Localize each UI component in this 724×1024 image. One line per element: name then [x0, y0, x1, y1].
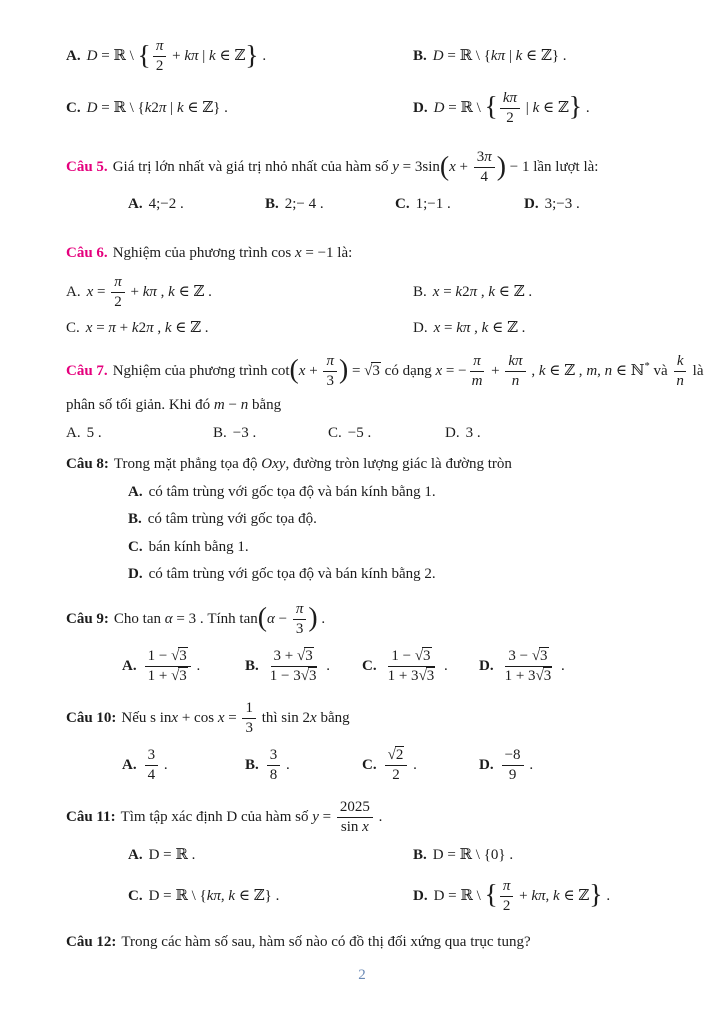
option-letter: B.: [265, 195, 279, 212]
option-value: 4;−2 .: [148, 195, 184, 212]
prev-option-c: [66, 99, 413, 119]
question-10: [66, 700, 666, 785]
option-text: có tâm trùng với gốc tọa độ.: [147, 511, 317, 527]
option-letter: A.: [66, 283, 81, 300]
option-letter: A.: [122, 757, 137, 774]
option-letter: A.: [128, 847, 143, 863]
question-8: [66, 455, 666, 585]
option-formula: x = kπ , k ∈ ℤ .: [433, 320, 526, 336]
option-letter: B.: [413, 48, 427, 64]
option-a: [128, 846, 413, 866]
option-c: [128, 887, 413, 907]
question-6-options-row1: [66, 274, 666, 312]
option-letter: D.: [413, 320, 428, 336]
question-text: Trong mặt phẳng tọa độ Oxy, đường tròn lượng giác là đường tròn: [113, 456, 512, 472]
question-label: Câu 7.: [66, 362, 108, 379]
option-value: −3 .: [232, 424, 257, 441]
option-letter: C.: [362, 757, 377, 774]
option-a: [128, 483, 666, 503]
option-formula: x = k2π , k ∈ ℤ .: [432, 283, 533, 300]
option-b: [245, 747, 362, 785]
option-letter: D.: [479, 658, 494, 675]
question-9-options: [122, 648, 666, 686]
option-value: −5 .: [347, 424, 372, 441]
option-letter: D.: [128, 566, 143, 582]
option-d: [479, 648, 666, 686]
option-letter: C.: [66, 99, 81, 116]
option-c: [328, 424, 445, 444]
option-formula: D = ℝ \ {kπ | k ∈ ℤ} .: [432, 48, 567, 64]
option-letter: B.: [413, 847, 427, 863]
option-formula: $\frac{3}{8}$ .: [265, 757, 290, 773]
option-c: [128, 538, 666, 558]
option-value: 3;−3 .: [544, 195, 580, 212]
question-12-stem: [66, 933, 666, 953]
option-formula: $\frac{3}{4}$ .: [143, 757, 168, 773]
option-formula: $\frac{3 + √3}{1 - 3√3}$ .: [269, 648, 330, 685]
question-7-options: [66, 424, 666, 444]
option-d: [413, 319, 666, 339]
option-formula: x = π + k2π , k ∈ ℤ .: [85, 320, 209, 336]
question-6: [66, 244, 666, 339]
question-text: Nếu s inx + cos x = $\frac{1}{3}$ thì sin 2x bằng: [121, 699, 350, 736]
question-label: Câu 12:: [66, 934, 117, 950]
option-letter: B.: [128, 511, 142, 527]
option-b: [413, 846, 666, 866]
question-8-stem: [66, 455, 666, 475]
previous-question-options: [66, 38, 666, 127]
question-9-stem: [66, 601, 666, 639]
question-7-stem-line1: [66, 352, 704, 391]
option-text: có tâm trùng với gốc tọa độ và bán kính bằng 2.: [148, 566, 436, 582]
question-9: [66, 601, 666, 686]
question-6-options-row2: [66, 319, 666, 339]
option-value: 5 .: [86, 424, 102, 441]
question-label: Câu 5.: [66, 159, 108, 176]
option-c: [66, 319, 413, 339]
question-5: [66, 149, 666, 214]
question-label: Câu 10:: [66, 709, 117, 726]
option-letter: A.: [128, 483, 143, 500]
option-value: 2;− 4 .: [284, 195, 324, 212]
option-formula: D = ℝ \ { $\frac{k\pi}{2}$ | k ∈ ℤ} .: [433, 89, 590, 126]
option-b: [265, 195, 395, 215]
question-text-continued: phân số tối giản. Khi đó m − n bằng: [66, 397, 282, 413]
option-letter: B.: [413, 283, 427, 300]
option-b: [128, 510, 666, 530]
option-letter: C.: [328, 424, 342, 441]
option-formula: $\frac{3 - √3}{1 + 3√3}$ .: [504, 648, 565, 685]
option-formula: D = ℝ \ { $\frac{\pi}{2}$ + kπ | k ∈ ℤ} .: [86, 38, 267, 75]
option-b: [413, 283, 666, 303]
option-d: [445, 424, 666, 444]
option-letter: C.: [128, 538, 143, 555]
question-label: Câu 8:: [66, 456, 109, 472]
option-c: [362, 747, 479, 785]
question-text: Cho tan α = 3 . Tính tan(α − $\frac{\pi}{3}$ ) .: [113, 600, 326, 637]
option-d: [479, 747, 666, 785]
question-7-stem-line2: [66, 396, 666, 416]
prev-option-a: [66, 38, 413, 76]
option-value: 1;−1 .: [415, 195, 451, 212]
question-5-stem: [66, 149, 666, 187]
question-label: Câu 9:: [66, 610, 109, 627]
option-formula: $\frac{1 - √3}{1 + √3}$ .: [143, 658, 201, 674]
option-formula: $\frac{-8}{9}$ .: [500, 757, 533, 773]
option-value: 3 .: [465, 424, 481, 441]
option-formula: D = ℝ \ {kπ, k ∈ ℤ} .: [148, 887, 280, 904]
option-a: [66, 424, 213, 444]
question-10-options: [122, 747, 666, 785]
option-letter: A.: [66, 48, 81, 65]
option-d: [524, 195, 666, 215]
option-d: [413, 878, 666, 916]
option-letter: C.: [128, 887, 143, 904]
question-text: Tìm tập xác định D của hàm số y = $\frac{2025}{\text{sin x}}$ .: [120, 798, 383, 835]
option-letter: A.: [128, 195, 143, 212]
question-8-options: [128, 483, 666, 585]
question-11-options: [128, 846, 666, 915]
option-formula: x = $\frac{\pi}{2}$ + kπ , k ∈ ℤ .: [86, 273, 212, 310]
option-letter: D.: [413, 99, 428, 116]
option-letter: C.: [395, 195, 410, 212]
option-a: [128, 195, 265, 215]
option-a: [122, 747, 245, 785]
option-c: [362, 648, 479, 686]
option-letter: B.: [245, 658, 259, 675]
option-a: [122, 648, 245, 686]
option-formula: D = ℝ \ {0} .: [432, 847, 514, 863]
option-letter: A.: [122, 658, 137, 675]
option-letter: D.: [445, 424, 460, 441]
question-text: Giá trị lớn nhất và giá trị nhỏ nhất của hàm số y = 3sin(x + $\frac{3\pi}{4}$ ) − 1 lần lượt là:: [112, 149, 599, 186]
option-text: bán kính bằng 1.: [148, 538, 249, 555]
question-text: Nghiệm của phương trình cot(x + $\frac{\pi}{3}$ ) = √3 có dạng x = − $\frac{\pi}{m}$ + $\frac{k\pi}{n}$ , k ∈ ℤ , m, n ∈ ℕ* và $\frac{k}{n}$ là: [112, 352, 704, 389]
option-letter: B.: [245, 757, 259, 774]
option-letter: C.: [66, 320, 80, 336]
prev-option-b: [413, 47, 666, 67]
option-b: [245, 648, 362, 686]
option-a: [66, 274, 413, 312]
question-6-stem: [66, 244, 666, 264]
option-formula: D = ℝ \ {k2π | k ∈ ℤ} .: [86, 99, 228, 116]
option-letter: D.: [479, 757, 494, 774]
question-label: Câu 11:: [66, 808, 116, 825]
question-5-options: [128, 195, 666, 215]
option-b: [213, 424, 328, 444]
option-d: [128, 565, 666, 585]
option-formula: $\frac{√2}{2}$ .: [383, 757, 417, 773]
option-letter: D.: [524, 195, 539, 212]
prev-option-d: [413, 90, 666, 128]
question-label: Câu 6.: [66, 245, 108, 261]
question-text: Nghiệm của phương trình cos x = −1 là:: [112, 245, 353, 261]
question-text: Trong các hàm số sau, hàm số nào có đồ thị đối xứng qua trục tung?: [121, 934, 531, 950]
question-11: [66, 799, 666, 916]
page-number: 2: [358, 967, 366, 983]
option-formula: $\frac{1 - √3}{1 + 3√3}$ .: [387, 648, 448, 685]
question-7: [66, 352, 704, 444]
question-11-stem: [66, 799, 666, 837]
option-letter: C.: [362, 658, 377, 675]
option-letter: D.: [413, 887, 428, 904]
question-12: [66, 933, 666, 953]
option-formula: D = ℝ \ { $\frac{\pi}{2}$ + kπ, k ∈ ℤ} .: [433, 877, 611, 914]
question-10-stem: [66, 700, 666, 738]
option-letter: A.: [66, 424, 81, 441]
page-footer: [0, 967, 724, 984]
option-c: [395, 195, 524, 215]
option-letter: B.: [213, 424, 227, 441]
option-formula: D = ℝ .: [148, 847, 196, 863]
option-text: có tâm trùng với gốc tọa độ và bán kính bằng 1.: [148, 483, 436, 500]
